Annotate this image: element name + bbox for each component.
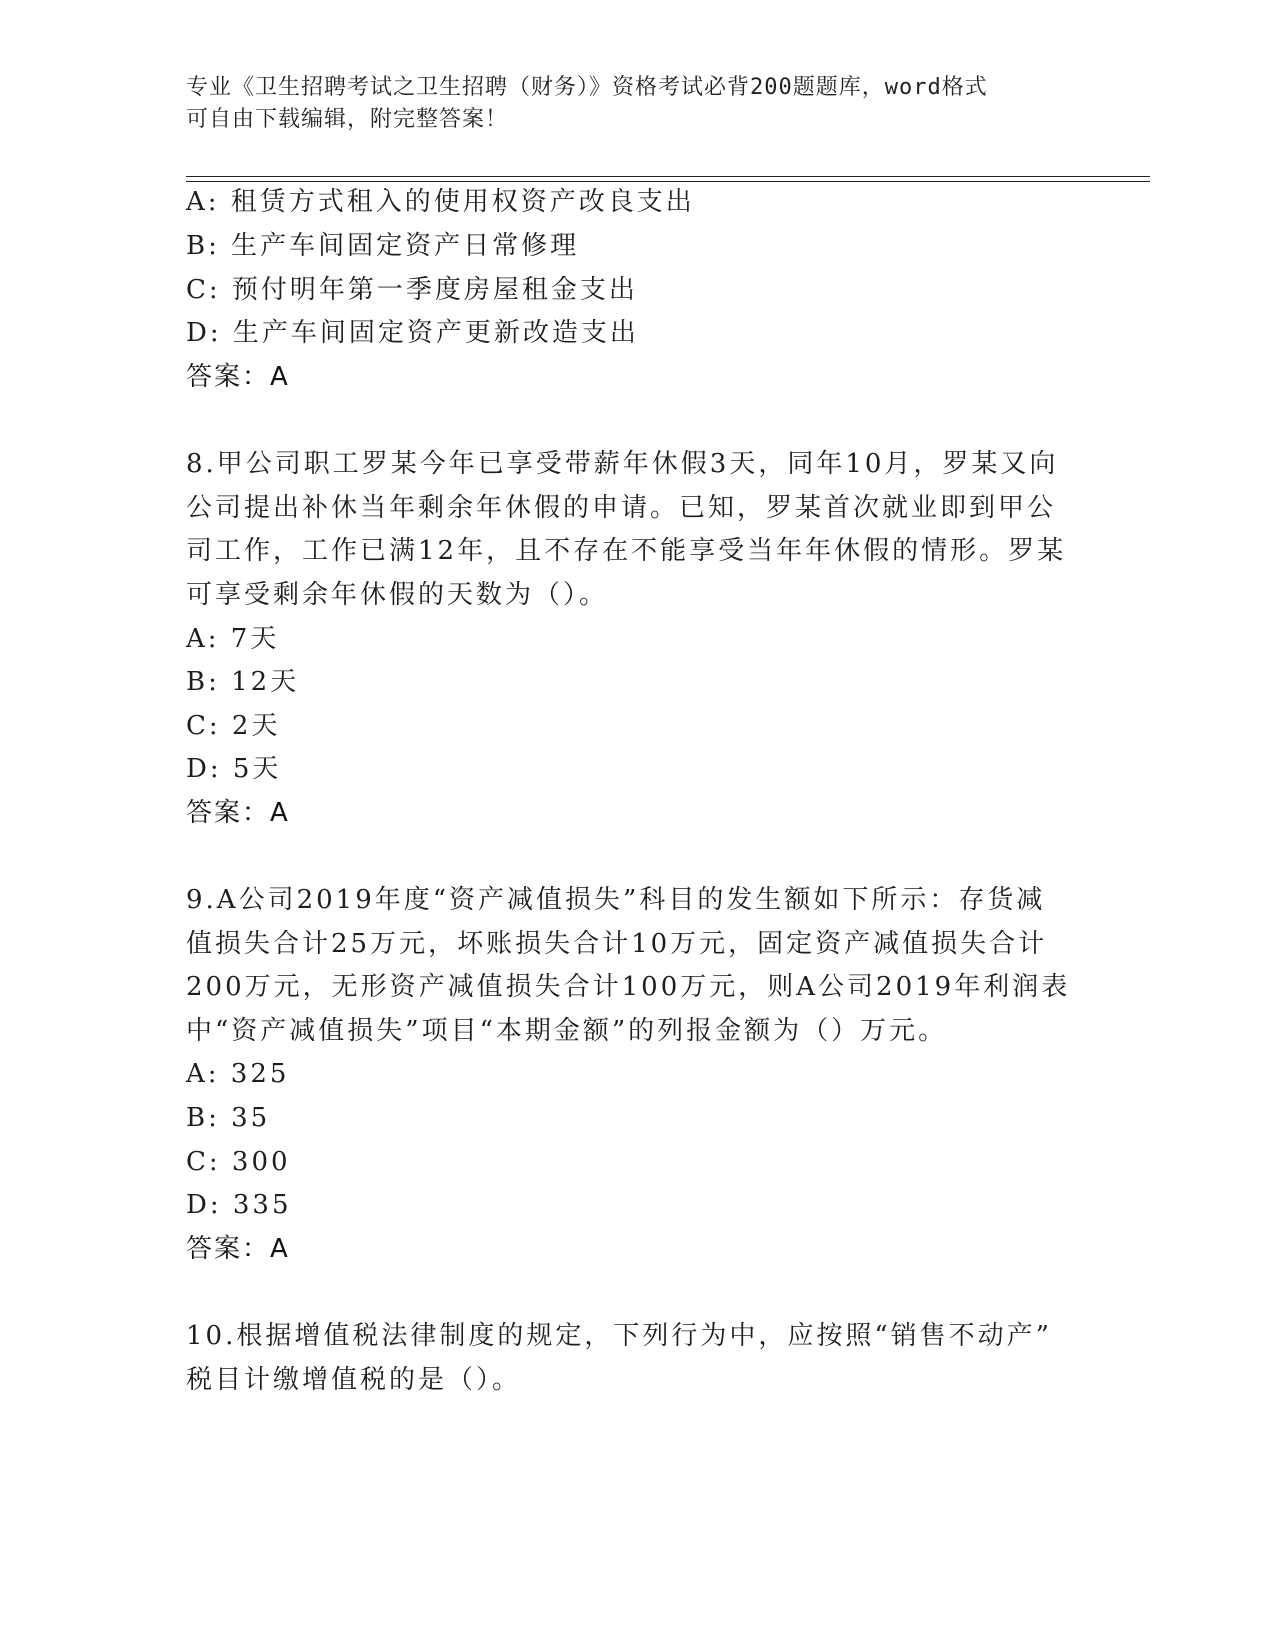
q9-answer: 答案：A [186, 1234, 290, 1264]
q7-option-a: A: 租赁方式租入的使用权资产改良支出 [186, 187, 695, 217]
q7-option-b: B: 生产车间固定资产日常修理 [186, 231, 580, 261]
q8-option-d: D: 5天 [186, 754, 282, 784]
q9-stem-line-4: 中“资产减值损失”项目“本期金额”的列报金额为（）万元。 [186, 1016, 948, 1046]
header-divider-top [186, 176, 1150, 177]
q8-stem-line-4: 可享受剩余年休假的天数为（）。 [186, 580, 609, 610]
q7-option-c: C: 预付明年第一季度房屋租金支出 [186, 275, 638, 305]
q8-answer: 答案：A [186, 798, 290, 828]
q7-option-d: D: 生产车间固定资产更新改造支出 [186, 318, 639, 348]
q10-stem-line-2: 税目计缴增值税的是（）。 [186, 1365, 522, 1395]
q9-option-a: A: 325 [186, 1059, 290, 1089]
q8-option-a: A: 7天 [186, 624, 280, 654]
q9-option-b: B: 35 [186, 1103, 271, 1133]
q8-option-c: C: 2天 [186, 711, 281, 741]
q9-stem-line-2: 值损失合计25万元，坏账损失合计10万元，固定资产减值损失合计 [186, 929, 1048, 959]
header-divider-bottom [186, 181, 1150, 182]
document-header [186, 72, 1086, 136]
q9-stem-line-3: 200万元，无形资产减值损失合计100万元，则A公司2019年利润表 [186, 972, 1071, 1002]
q7-answer: 答案：A [186, 362, 290, 392]
header-title-line-1: 专业《卫生招聘考试之卫生招聘（财务）》资格考试必背200题题库，word格式 [186, 75, 988, 100]
q9-option-c: C: 300 [186, 1147, 291, 1177]
q9-option-d: D: 335 [186, 1190, 292, 1220]
q9-stem-line-1: 9.A公司2019年度“资产减值损失”科目的发生额如下所示：存货减 [186, 885, 1046, 915]
q8-option-b: B: 12天 [186, 667, 300, 697]
header-title-line-2: 可自由下载编辑，附完整答案！ [186, 107, 509, 132]
q10-stem-line-1: 10.根据增值税法律制度的规定，下列行为中，应按照“销售不动产” [186, 1321, 1052, 1351]
q8-stem-line-1: 8.甲公司职工罗某今年已享受带薪年休假3天，同年10月，罗某又向 [186, 449, 1059, 479]
q8-stem-line-3: 司工作，工作已满12年，且不存在不能享受当年年休假的情形。罗某 [186, 536, 1067, 566]
q8-stem-line-2: 公司提出补休当年剩余年休假的申请。已知，罗某首次就业即到甲公 [186, 493, 1057, 523]
